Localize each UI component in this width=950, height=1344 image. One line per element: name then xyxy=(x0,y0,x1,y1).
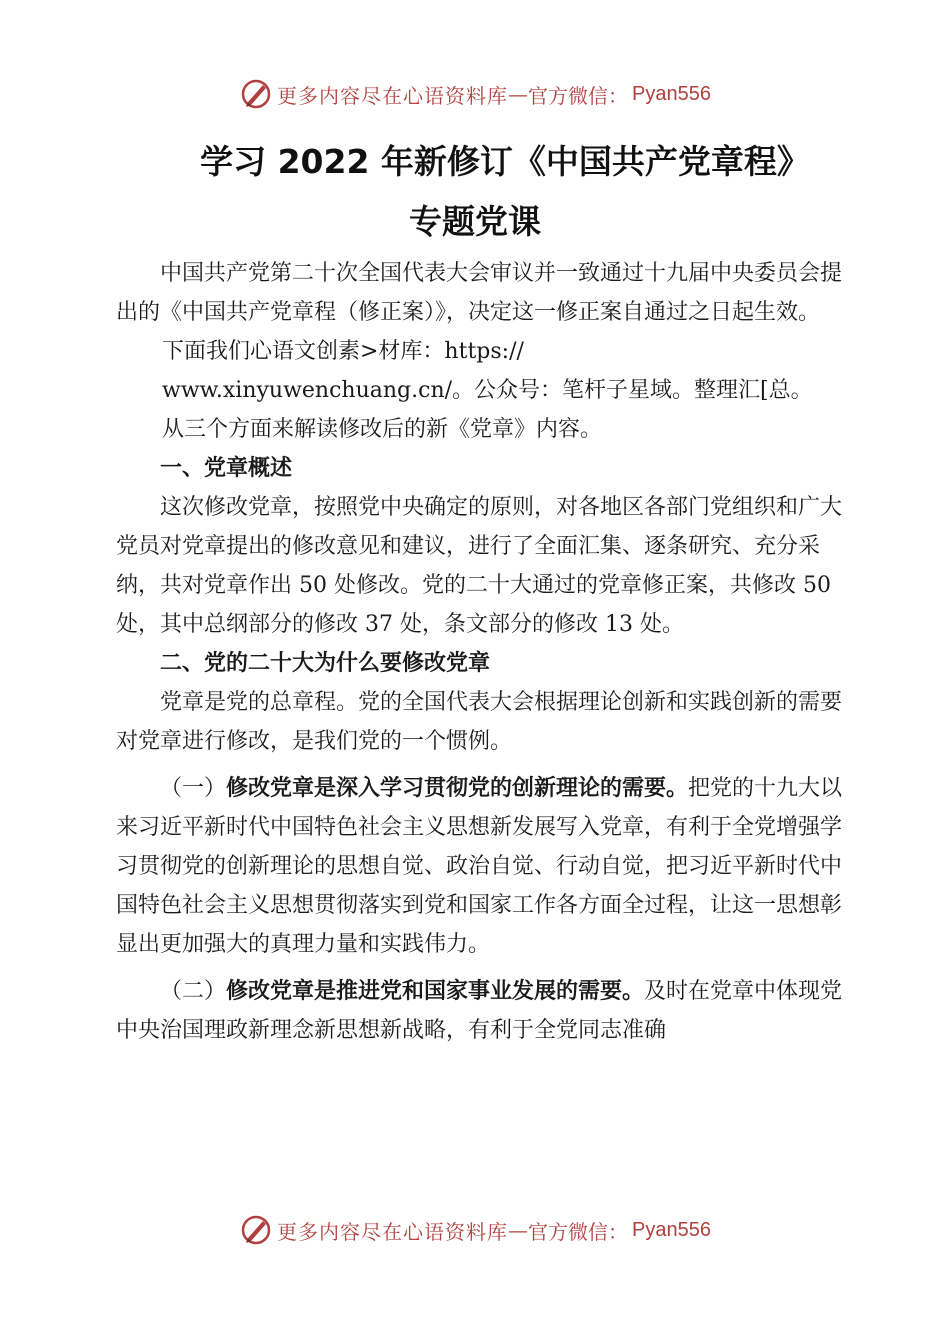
banner-wechat: Pyan556 xyxy=(632,82,711,105)
point-2-prefix: （二） xyxy=(160,979,227,1004)
paragraph-point-1 xyxy=(116,769,846,964)
banner-label: 官方微信： xyxy=(528,83,629,108)
paragraph-source-line1: 下面我们心语文创素>材库：https:// xyxy=(162,339,524,364)
paragraph-intro: 中国共产党第二十次全国代表大会审议并一致通过十九届中央委员会提出的《中国共产党章程（修正案）》，决定这一修正案自通过之日起生效。 xyxy=(116,261,843,325)
point-1-text: 把党的十九大以来习近平新时代中国特色社会主义思想新发展写入党章，有利于全党增强学习贯彻党的创新理论的思想自觉、政治自觉、行动自觉，把习近平新时代中国特色社会主义思想贯彻落实到党和国家工作各方面全过程，让这一思想彰显出更加强大的真理力量和实践伟力。 xyxy=(116,776,843,957)
banner-text: 更多内容尽在心语资料库 xyxy=(277,83,509,108)
paragraph-why: 党章是党的总章程。党的全国代表大会根据理论创新和实践创新的需要对党章进行修改，是我们党的一个惯例。 xyxy=(116,690,843,754)
section-heading-2: 二、党的二十大为什么要修改党章 xyxy=(160,651,491,676)
point-1-prefix: （一） xyxy=(160,776,227,801)
footer-banner xyxy=(0,1210,950,1250)
footer-banner-text: 更多内容尽在心语资料库 xyxy=(277,1219,509,1244)
footer-banner-dash: — xyxy=(508,1218,529,1242)
paragraph-overview: 这次修改党章，按照党中央确定的原则，对各地区各部门党组织和广大党员对党章提出的修改意见和建议，进行了全面汇集、逐条研究、充分采纳，共对党章作出 50 处修改。党的二十大通过的党章修正案，共修改 50 处，其中总纲部分的修改 37 处，条文部分的修改 13 处。 xyxy=(116,495,843,637)
paragraph-source-line2: www.xinyuwenchuang.cn/。公众号：笔杆子星域。整理汇[总。 xyxy=(162,378,813,403)
header-banner xyxy=(0,74,950,114)
point-1-lead: 修改党章是深入学习贯彻党的创新理论的需要。 xyxy=(226,776,689,801)
document-body xyxy=(116,254,846,1050)
page-subtitle: 专题党课 xyxy=(409,202,541,241)
pen-logo-icon xyxy=(239,1213,273,1247)
footer-banner-wechat: Pyan556 xyxy=(632,1218,711,1241)
footer-banner-label: 官方微信： xyxy=(528,1219,629,1244)
point-2-lead: 修改党章是推进党和国家事业发展的需要。 xyxy=(226,979,645,1004)
banner-dash: — xyxy=(508,82,529,106)
paragraph-source-line3: 从三个方面来解读修改后的新《党章》内容。 xyxy=(162,417,603,442)
paragraph-point-2 xyxy=(116,972,846,1050)
point-2-text: 及时在党章中体现党中央治国理政新理念新思想新战略，有利于全党同志准确 xyxy=(116,979,843,1043)
page-title: 学习 2022 年新修订《中国共产党章程》 xyxy=(200,142,810,181)
section-heading-1: 一、党章概述 xyxy=(160,456,293,481)
pen-logo-icon xyxy=(239,77,273,111)
